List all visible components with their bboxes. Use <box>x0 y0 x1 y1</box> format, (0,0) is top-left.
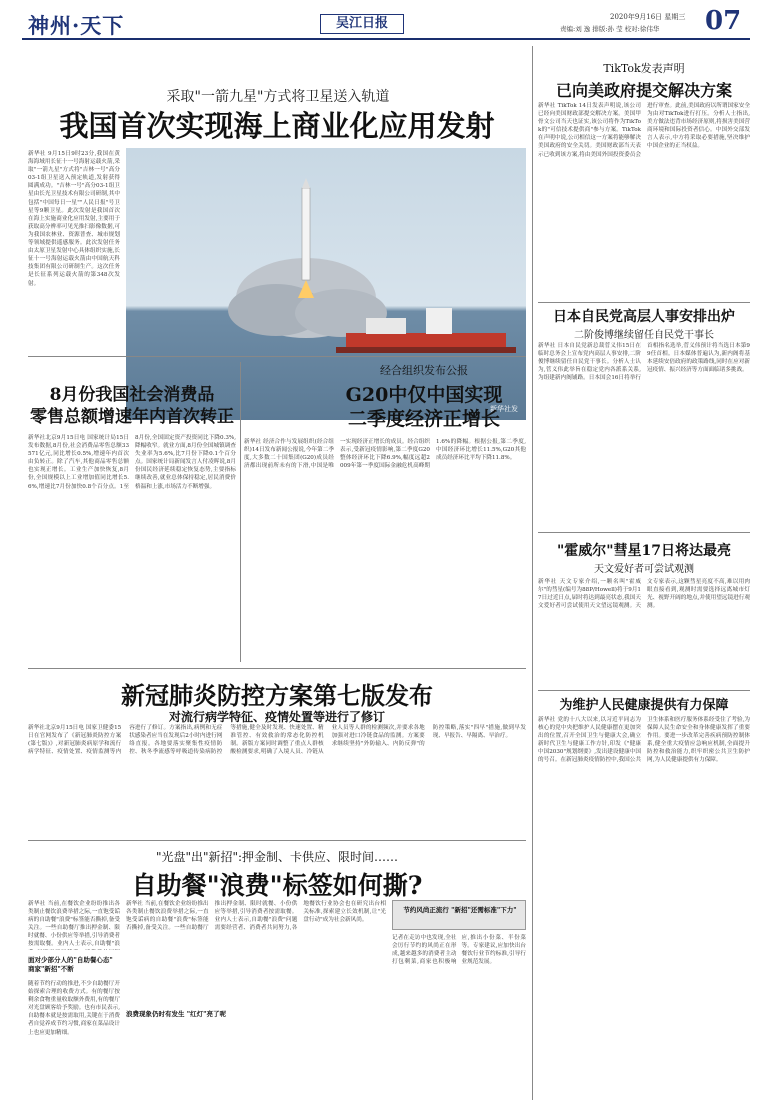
headline-line2: 零售总额增速年内首次转正 <box>30 407 234 427</box>
sub-section-header: 节约风尚正流行 "新招"还需标准"下力" <box>403 906 517 914</box>
headline-line1: G20中仅中国实现 <box>345 384 503 406</box>
article-body: 记者在走访中也发现,全社会厉行节约的风尚正在形成,越来越多的消费者主动打包剩菜,商家也积极响应,推出小份菜、半份菜等。专家建议,应加快出台餐饮行业节约标准,引导行业规范发展。 <box>392 935 526 966</box>
article-kicker: TikTok发表声明 <box>603 62 685 75</box>
article-health <box>538 694 750 1100</box>
article-body: 新华社 日本自民党新总裁菅义伟15日在临时总务会上宣布党内高层人事安排,二阶俊博继续留任自民党干事长。分析人士认为,菅义伟此举旨在稳定党内各派系关系,为组建新内阁铺路。日本国会16日将举行首相指名选举,菅义伟预计将当选日本第99任首相。日本媒体普遍认为,新内阁将基本延续安倍政府的政策路线,同时在应对新冠疫情、振兴经济等方面面临诸多挑战。 <box>538 343 750 382</box>
article-consumer <box>28 362 236 662</box>
article-headline: 日本自民党高层人事安排出炉 <box>553 309 735 325</box>
page-number: 07 <box>705 6 742 36</box>
article-kicker: 经合组织发布公报 <box>380 364 468 377</box>
divider <box>28 840 526 841</box>
article-headline: 我国首次实现海上商业化应用发射 <box>59 109 495 143</box>
editor-credits: 责编:刘 逸 排版:孙 莹 校对:徐伟华 <box>560 25 660 33</box>
article-comet <box>538 540 750 684</box>
article-body: 新华社北京9月15日电 国家卫健委15日在官网发布了《新冠肺炎防控方案(第七版)》,对新冠肺炎病原学和流行病学特征、疫情处置、疫情监测等内容进行了修订。方案指出,病例和无症状感染者应当在发现后2小时内进行网络直报。各地要落实聚集性疫情防控、秋冬季流感等呼吸道传染病防控等措施,健全及时发现、快速处置、精准管控、有效救治的常态化防控机制。新版方案同时调整了重点人群核酸检测要求,明确了入境人员、冷链从业人员等人群的检测频次,并要求各地加强对进口冷链食品的监测。方案要求继续坚持"外防输入、内防反弹"的防控策略,落实"四早"措施,做到早发现、早报告、早隔离、早治疗。 <box>28 725 526 756</box>
article-kicker: 采取"一箭九星"方式将卫星送入轨道 <box>166 89 390 105</box>
divider <box>538 302 750 303</box>
article-subheadline: 对流行病学特征、疫情处置等进行了修订 <box>168 710 385 724</box>
section-name: 神州·天下 <box>28 13 125 38</box>
divider <box>532 46 533 1100</box>
sub-section-box <box>392 900 526 930</box>
article-headline: 自助餐"浪费"标签如何撕? <box>131 871 423 900</box>
divider <box>28 356 526 357</box>
article-body: 随着节约行动的推进,不少自助餐厅开始探索合理的收费方式。有的餐厅按剩余食物重量收取额外费用,有的餐厅对光盘顾客给予奖励。也有市民表示,自助餐本就是按需取用,关键在于消费者自觉养成节约习惯,商家在菜品设计上也应更加精细。 <box>28 981 120 1036</box>
sub-section-header: 浪费现象仍时有发生 "红灯"亮了呢 <box>126 1010 227 1018</box>
divider <box>28 668 526 669</box>
article-body: 新华社 经济合作与发展组织(经合组织)14日发布新闻公报说,今年第二季度,大多数二十国集团(G20)成员经济都出现前所未有的下滑,中国是唯一实现经济正增长的成员。经合组织表示,受新冠疫情影响,第二季度G20整体经济环比下降6.9%,幅度远超2009年第一季度国际金融危机高峰期1.6%的降幅。根据公报,第二季度,中国经济环比增长11.5%,G20其他成员经济环比平均下降11.8%。 <box>244 439 526 470</box>
article-body: 新华社 天文专家介绍,一颗名叫"霍威尔"的彗星(编号为88P/Howell)将于9月17日过近日点,届时将达到最亮状态,我国天文爱好者可尝试使用天文望远镜观测。天文专家表示,这颗彗星亮度不高,难以用肉眼直接看到,观测时需要选择远离城市灯光、视野开阔的地点,并使用望远镜进行观测。 <box>538 579 750 610</box>
article-headline: 已向美政府提交解决方案 <box>555 81 732 100</box>
article-headline: 为维护人民健康提供有力保障 <box>559 698 729 713</box>
article-buffet <box>28 846 526 900</box>
article-japan <box>538 306 750 530</box>
article-headline: 新冠肺炎防控方案第七版发布 <box>121 681 433 710</box>
divider <box>538 690 750 691</box>
photo-credit: 新华社发 <box>490 405 518 413</box>
article-kicker: "光盘"出"新招":押金制、卡供应、限时间…… <box>155 850 399 864</box>
article-body: 新华社 9月15日9时23分,我国在黄海海域用长征十一号海射运载火箭,采取"一箭九星"方式将"吉林一号"高分03-1组卫星送入预定轨道,发射获得圆满成功。"吉林一号"高分03-1组卫星由长光卫星技术有限公司研制,其中包括"中国每日一星""人民日报"号卫星等9颗卫星。此次发射是我国首次在海上实施商业化应用发射,主要用于获取高分辨率可见光推扫影像数据,可为我国农林业、资源普查、城市规划等领域提供遥感服务。此次发射任务由太原卫星发射中心具体组织实施,长征十一号海射运载火箭由中国航天科技集团有限公司研制生产。这次任务是长征系列运载火箭的第348次发射。 <box>28 151 120 287</box>
article-body: 新华社 当前,在餐饮企业纷纷推出各类制止餐饮浪费举措之际,一直饱受诟病的自助餐"浪费"标签能否撕掉,备受关注。一些自助餐厅推出押金制、限时就餐、小份供应等举措,引导消费者按需取餐。业内人士表示,自助餐"浪费"问题需要经营者、消费者共同努力,各地餐饮行业协会也在研究出台相关标准,探索建立长效机制,让"光盘行动"成为社会新风尚。 <box>126 901 386 932</box>
sub-section-header: 面对少部分人的"自助餐心态" 商家"新招"不断 <box>28 956 113 973</box>
issue-date: 2020年9月16日 星期三 <box>610 13 686 21</box>
masthead-rule <box>22 38 750 40</box>
divider <box>240 362 241 662</box>
headline-line1: 8月份我国社会消费品 <box>49 385 215 405</box>
article-headline: "霍威尔"彗星17日将达最亮 <box>556 543 732 559</box>
divider <box>538 532 750 533</box>
article-body: 新华社 当前,在餐饮企业纷纷推出各类制止餐饮浪费举措之际,一直饱受诟病的自助餐"浪费"标签能否撕掉,备受关注。一些自助餐厅推出押金制、限时就餐、小份供应等举措,引导消费者按需取餐。业内人士表示,自助餐"浪 <box>28 901 120 948</box>
article-body: 新华社北京9月15日电 国家统计局15日发布数据,8月份,社会消费品零售总额33571亿元,同比增长0.5%,增速年内首次由负转正。除了汽车,其他商品零售总额也实现正增长。工业生产加快恢复,8月份,全国规模以上工业增加值同比增长5.6%,增速比7月份加快0.8个百分点。1至8月份,全国固定资产投资同比下降0.3%,降幅收窄。就业方面,8月份全国城镇调查失业率为5.6%,比7月份下降0.1个百分点。国家统计局新闻发言人付凌晖说,8月份国民经济延续稳定恢复态势,主要指标继续改善,就业总体保持稳定,居民消费价格温和上涨,市场活力不断增强。 <box>28 435 236 490</box>
article-body: 新华社 党的十八大以来,以习近平同志为核心的党中央把维护人民健康摆在更加突出的位置,召开全国卫生与健康大会,确立新时代卫生与健康工作方针,印发《"健康中国2030"规划纲要》,发出建设健康中国的号召。在新冠肺炎疫情防控中,我国公共卫生体系和医疗服务体系经受住了考验,为保障人民生命安全和身体健康发挥了重要作用。要进一步改革完善疾病预防控制体系,健全重大疫情应急响应机制,全面提升防控和救治能力,织牢织密公共卫生防护网,为人民健康提供有力保障。 <box>538 717 750 764</box>
article-subheadline: 二阶俊博继续留任自民党干事长 <box>574 330 714 341</box>
article-body: 新华社 TikTok 14日发表声明说,该公司已经向美国财政部提交解决方案。美国甲骨文公司当天也证实,该公司将作为TikTok的"可信技术提供商"参与方案。TikTok在声明中说,公司相信这一方案将能够解决美国政府的安全关切。美国财政部当天表示已收到该方案,将由美国外国投资委员会进行审查。此前,美国政府以所谓国家安全为由对TikTok进行打压。分析人士指出,美方做法违背市场经济原则,将损害美国营商环境和国际投资者信心。中国外交部发言人表示,中方将采取必要措施,坚决维护中国企业的正当权益。 <box>538 103 750 158</box>
article-tiktok <box>538 60 750 300</box>
article-oecd <box>244 362 526 662</box>
paper-logo: 吴江日报 <box>320 14 404 34</box>
headline-line2: 二季度经济正增长 <box>347 408 500 430</box>
article-subheadline: 天文爱好者可尝试观测 <box>594 564 694 575</box>
